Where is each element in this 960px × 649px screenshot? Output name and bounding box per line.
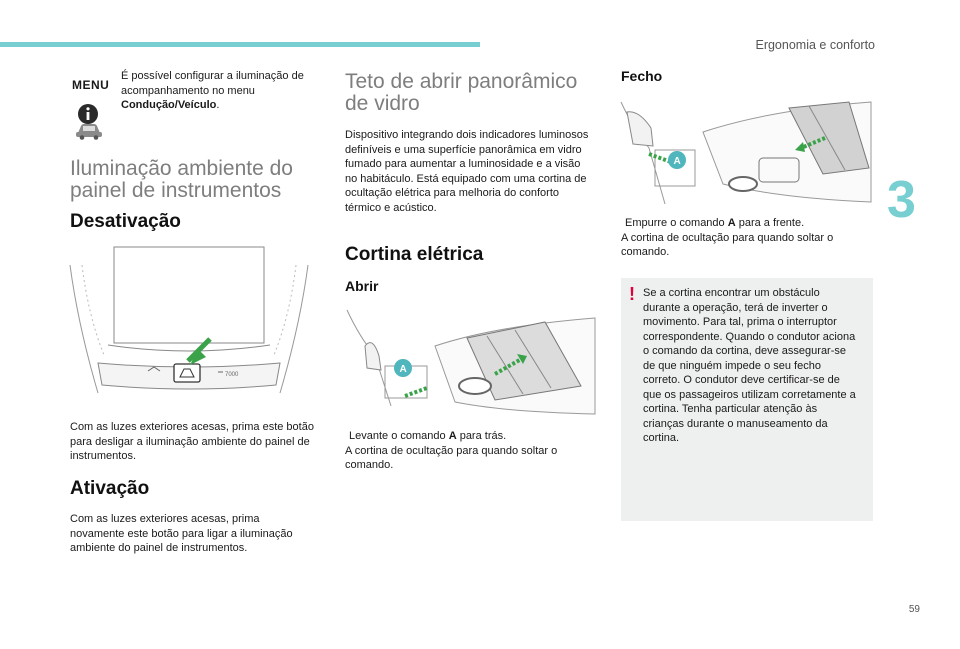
instrument-panel-illustration: [68, 245, 310, 395]
roof-intro-text: Dispositivo integrando dois indicadores luminosos definíveis e uma superfície panorâmica em vidro fumado para aumentar a luminosidade e a visão no habitáculo. Está equipado com uma cortina de ocultação elétrica para melhoria do conforto térmico e acústico.: [345, 129, 589, 214]
close-step-text: [625, 217, 804, 229]
close-result: A cortina de ocultação para quando soltar o comando.: [621, 231, 834, 258]
open-step-text: [349, 430, 506, 442]
exclamation-icon: !: [629, 284, 635, 304]
close-step-control: A: [727, 217, 736, 229]
car-icon: [74, 122, 104, 140]
close-instructions: [621, 216, 871, 260]
open-step-control: A: [448, 430, 457, 442]
activation-text: Com as luzes exteriores acesas, prima novamente este botão para ligar a iluminação ambiente do painel de instrumentos.: [70, 513, 293, 554]
menu-note-text-end: .: [216, 99, 220, 111]
open-instructions: [345, 429, 595, 473]
menu-note-text-start: É possível configurar a iluminação de acompanhamento no menu: [121, 70, 304, 97]
open-step-text-start: Levante o comando: [349, 430, 449, 442]
section-title: Ergonomia e conforto: [755, 38, 875, 52]
deactivation-heading: Desativação: [70, 211, 181, 232]
close-heading: Fecho: [621, 68, 663, 84]
open-step: [345, 429, 595, 444]
header-accent-bar: [0, 42, 480, 47]
menu-path: Condução/Veículo: [121, 99, 217, 111]
deactivation-text: Com as luzes exteriores acesas, prima este botão para desligar a iluminação ambiente do painel de instrumentos.: [70, 421, 314, 462]
open-result: A cortina de ocultação para quando soltar o comando.: [345, 444, 558, 471]
ambient-lighting-title: Iluminação ambiente do painel de instrumentos: [70, 157, 293, 202]
close-step-text-start: Empurre o comando: [625, 217, 728, 229]
close-step: [621, 216, 871, 231]
open-heading: Abrir: [345, 278, 379, 294]
panoramic-roof-title: Teto de abrir panorâmico de vidro: [345, 70, 578, 115]
menu-note-text: [121, 69, 311, 113]
open-marker-a: A: [399, 364, 407, 375]
panel-label: 7000: [225, 372, 239, 378]
close-marker-a: A: [673, 156, 681, 167]
open-step-text-end: para trás.: [456, 430, 507, 442]
chapter-number: 3: [887, 171, 916, 229]
open-curtain-illustration: [345, 306, 597, 418]
page-number: 59: [908, 604, 920, 615]
menu-label: MENU: [72, 78, 110, 92]
warning-text: Se a cortina encontrar um obstáculo durante a operação, terá de inverter o movimento. Para tal, prima o interruptor correspondente. Quando o condutor aciona o comando da cortina, deve assegurar-se de que ninguém impede o seu fecho correto. O condutor deve certificar-se de que os passageiros utilizam corretamente a cortina. Tenha particular atenção às crianças durante o manuseamento da cortina.: [643, 287, 856, 444]
close-curtain-illustration: [619, 98, 873, 208]
electric-curtain-heading: Cortina elétrica: [345, 244, 484, 265]
close-step-text-end: para a frente.: [735, 217, 805, 229]
activation-heading: Ativação: [70, 478, 150, 499]
